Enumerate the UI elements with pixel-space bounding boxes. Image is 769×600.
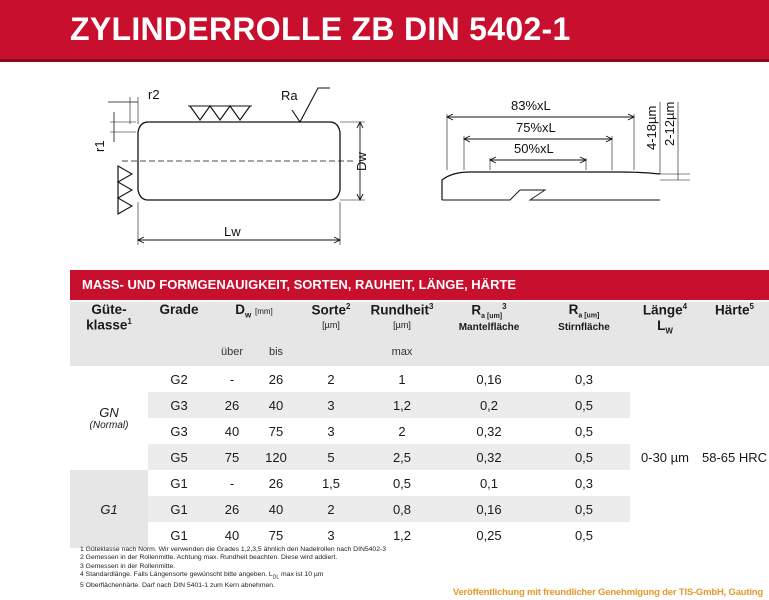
section-title: MASS- UND FORMGENAUIGKEIT, SORTEN, RAUHEIT, LÄNGE, HÄRTE [82, 277, 517, 292]
footnote: 2 Gemessen in der Rollenmitte. Achtung max. Rundheit beachten. Diese wird addiert. [80, 554, 338, 562]
technical-drawing [0, 62, 769, 262]
header-laenge: Länge$^4$ $L_W$ [630, 302, 700, 346]
klasse-g1: G1 [70, 470, 148, 548]
roller-side-view [108, 88, 365, 245]
header-grade: Grade [148, 302, 210, 346]
haerte-value: 58-65 HRC [701, 449, 768, 465]
header-ra-mantel: $R_{a [um]}^3$ Mantelfläche [440, 302, 538, 346]
dim-75-label: 75%xL [516, 120, 556, 135]
table-row: G1 G1 - 26 1,5 0,5 0,1 0,3 [70, 470, 769, 496]
klasse-gn: GN (Normal) [70, 366, 148, 470]
header-dw: $D_w$ [mm] [210, 302, 298, 346]
header-sorte: Sorte$^2$ [µm] [298, 302, 364, 346]
table-subheader-row [70, 346, 769, 366]
credit-line: Veröffentlichung mit freundlicher Genehmigung der TIS-GmbH, Gauting [452, 587, 763, 598]
page-title: ZYLINDERROLLE ZB DIN 5402-1 [70, 11, 571, 47]
ra-label: Ra [281, 88, 298, 103]
lw-label: Lw [224, 224, 241, 239]
footnote: 1 Güteklasse nach Norm. Wir verwenden die Grades 1,2,3,5 ähnlich den Nadelrollen nach DIN5402-3 [80, 546, 387, 553]
dim-4-18-label: 4-18µm [644, 105, 659, 150]
r1-label: r1 [92, 140, 107, 152]
roller-drawing-svg [0, 62, 769, 262]
header-bis: bis [254, 346, 298, 366]
r2-label: r2 [148, 87, 160, 102]
table-row: G1 26 40 2 0,8 0,16 0,5 [70, 496, 769, 522]
header-ra-stirn: $R_{a [um]}$ Stirnfläche [538, 302, 630, 346]
header-klasse: Güte- klasse$^1$ [70, 302, 148, 346]
section-header [70, 270, 769, 300]
spec-table [70, 302, 769, 548]
dim-2-12-label: 2-12µm [662, 101, 677, 146]
dim-50-label: 50%xL [514, 141, 554, 156]
laenge-value: 0-30 µm [641, 449, 689, 465]
header-haerte: Härte$^5$ [700, 302, 769, 346]
table-row: G1 40 75 3 1,2 0,25 0,5 [170, 527, 594, 543]
dw-label: Dw [354, 152, 369, 171]
table-header-row [70, 302, 769, 346]
table-row: G5 75 120 5 2,5 0,32 0,5 [70, 444, 769, 470]
table-row: G3 26 40 3 1,2 0,2 0,5 [70, 392, 769, 418]
table-row: G3 40 75 3 2 0,32 0,5 [170, 423, 594, 439]
header-max: max [364, 346, 440, 366]
footnote: 4 Standardlänge. Falls Längensorte gewünscht bitte angeben. $L_{DL}$ max ist 10 µm [80, 571, 324, 581]
table-row: GN (Normal) G2 - 26 2 1 0,16 0,3 0-30 µm 58-65 HRC [70, 366, 769, 392]
footnote: 5 Oberflächenhärte. Darf nach DIN 5401-1 zum Kern abnehmen. [80, 581, 275, 589]
header-ueber: über [210, 346, 254, 366]
header-rundheit: Rundheit$^3$ [µm] [364, 302, 440, 346]
footnotes [80, 546, 386, 590]
footnote: 3 Gemessen in der Rollenmitte. [80, 562, 176, 570]
dim-83-label: 83%xL [511, 98, 551, 113]
title-bar [0, 0, 769, 62]
